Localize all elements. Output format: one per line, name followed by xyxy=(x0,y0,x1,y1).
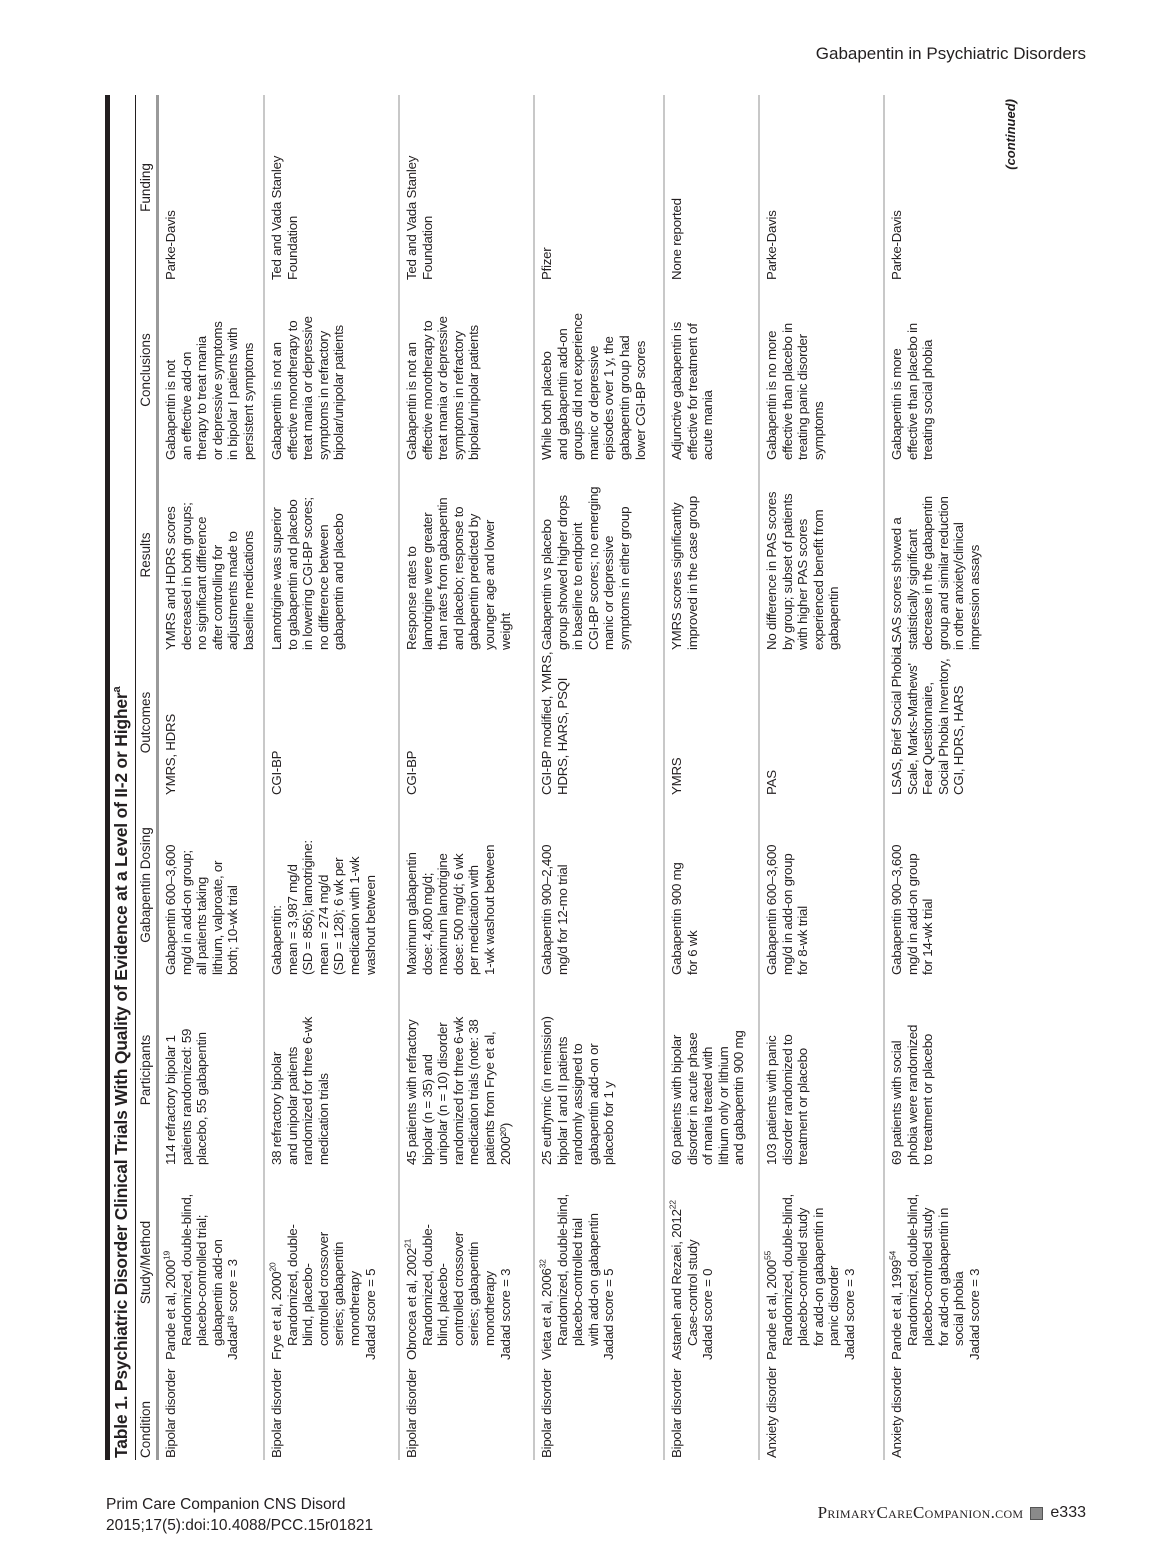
table-row xyxy=(761,95,858,1460)
study-method-cell xyxy=(886,1165,983,1360)
table-top-rule xyxy=(105,95,110,1460)
results-cell: Gabapentin vs placebo group showed higher drops in baseline to endpoint CGI-BP scores; no emerging manic or depressive symptoms in either group xyxy=(539,486,632,650)
row-divider xyxy=(533,95,535,1460)
results-cell: No difference in PAS scores by group; subset of patients with higher PAS scores experienced benefit from gabapentin xyxy=(764,491,842,650)
outcomes-cell: PAS xyxy=(764,770,779,795)
conclusions-cell: Adjunctive gabapentin is effective for treatment of acute mania xyxy=(669,321,716,460)
conclusions-cell: Gabapentin is not an effective add-on therapy to treat mania or depressive symptoms in bipolar I patients with persistent symptoms xyxy=(163,321,256,460)
study-method-cell xyxy=(266,1165,378,1360)
row-divider xyxy=(883,95,885,1460)
continued-note: (continued) xyxy=(1003,99,1018,170)
results-cell: YMRS scores significantly improved in the case group xyxy=(669,496,700,650)
participants-cell: 25 euthymic (in remission) bipolar I and II patients randomly assigned to gabapentin add-on or placebo for 1 y xyxy=(539,1016,617,1165)
square-bullet-icon xyxy=(1030,1507,1043,1520)
gabapentin-dosing-cell: Gabapentin 900 mg for 6 wk xyxy=(669,862,700,975)
row-divider xyxy=(263,95,265,1460)
gabapentin-dosing-cell: Maximum gabapentin dose: 4,800 mg/d; maximum lamotrigine dose: 500 mg/d; 6 wk per medication with 1-wk washout between xyxy=(404,844,497,975)
outcomes-cell: YMRS xyxy=(669,757,684,795)
condition-cell: Anxiety disorder xyxy=(889,1366,904,1458)
study-author: Pande et al, 1999 xyxy=(889,1260,904,1360)
jadad-score: Jadad score = 3 xyxy=(497,1268,513,1360)
participants-cell: 103 patients with panic disorder randomized to treatment or placebo xyxy=(764,1034,811,1165)
condition-cell: Bipolar disorder xyxy=(404,1368,419,1458)
study-author: Vieta et al, 2006 xyxy=(539,1268,554,1360)
conclusions-cell: Gabapentin is more effective than placebo in treating social phobia xyxy=(889,323,936,460)
condition-cell: Anxiety disorder xyxy=(764,1366,779,1458)
study-method-cell xyxy=(761,1165,858,1360)
participants-cell: 38 refractory bipolar and unipolar patients randomized for three 6-wk medication trials xyxy=(269,1016,331,1165)
jadad-score: Jadad¹⁸ score = 3 xyxy=(225,1259,241,1360)
column-header-participants: Participants xyxy=(138,1034,153,1106)
table-row xyxy=(886,95,983,1460)
journal-name: Prim Care Companion CNS Disord xyxy=(106,1496,346,1513)
study-author: Pande et al, 2000 xyxy=(163,1260,178,1360)
outcomes-cell: YMRS, HDRS xyxy=(163,714,178,795)
study-reference xyxy=(163,1251,178,1360)
study-author: Astaneh and Rezaei, 2012 xyxy=(669,1209,684,1360)
reference-number: 55 xyxy=(762,1250,773,1260)
title-footnote-mark: a xyxy=(111,686,124,693)
jadad-score: Jadad score = 5 xyxy=(362,1268,378,1360)
study-reference xyxy=(889,1251,904,1360)
study-author: Frye et al, 2000 xyxy=(269,1271,284,1360)
row-divider xyxy=(758,95,760,1460)
participants-cell: 45 patients with refractory bipolar (n = 35) and unipolar (n = 10) disorder randomized for three 6-wk medication trials (note: 38 patients from Frye et al, 2000²⁰) xyxy=(404,1016,513,1165)
gabapentin-dosing-cell: Gabapentin 600–3,600 mg/d in add-on group for 8-wk trial xyxy=(764,844,811,975)
condition-cell: Bipolar disorder xyxy=(269,1368,284,1458)
funding-cell: Parke-Davis xyxy=(163,210,178,280)
study-reference xyxy=(404,1239,419,1360)
gabapentin-dosing-cell: Gabapentin: mean = 3,987 mg/d (SD = 856); lamotrigine: mean = 274 mg/d (SD = 128); 6 wk per medication with 1-wk washout between xyxy=(269,840,378,975)
reference-number: 54 xyxy=(887,1250,898,1260)
study-reference xyxy=(539,1259,554,1360)
jadad-score: Jadad score = 5 xyxy=(601,1268,617,1360)
row-divider xyxy=(398,95,400,1460)
results-cell: Response rates to lamotrigine were greater than rates from gabapentin and placebo; response to gabapentin predicted by younger age and lower weight xyxy=(404,497,513,650)
condition-cell: Bipolar disorder xyxy=(163,1368,178,1458)
study-reference xyxy=(669,1200,684,1360)
table-row xyxy=(266,95,378,1460)
gabapentin-dosing-cell: Gabapentin 600–3,600 mg/d in add-on group; all patients taking lithium, valproate, or both; 10-wk trial xyxy=(163,844,241,975)
funding-cell: None reported xyxy=(669,198,684,280)
study-method: Randomized, double-blind, placebo-controlled study for add-on gabapentin in social phobia xyxy=(904,1194,967,1346)
jadad-score: Jadad score = 3 xyxy=(841,1268,857,1360)
results-cell: LSAS scores showed a statistically significant decrease in the gabapentin group and similar reduction in other anxiety/clinical impression assays xyxy=(889,496,982,650)
study-method: Randomized, double-blind, placebo-controlled trial; gabapentin add-on xyxy=(178,1194,225,1346)
column-header-condition: Condition xyxy=(138,1400,153,1458)
jadad-score: Jadad score = 0 xyxy=(700,1268,716,1360)
funding-cell: Parke-Davis xyxy=(764,210,779,280)
condition-cell: Bipolar disorder xyxy=(539,1368,554,1458)
participants-cell: 69 patients with social phobia were randomized to treatment or placebo xyxy=(889,1024,936,1165)
participants-cell: 60 patients with bipolar disorder in acute phase of mania treated with lithium only or lithium and gabapentin 900 mg xyxy=(669,1030,747,1165)
table-row xyxy=(666,95,747,1460)
column-header-gabapentin-dosing: Gabapentin Dosing xyxy=(138,827,153,943)
study-method: Randomized, double- blind, placebo- controlled crossover series; gabapentin monotherapy xyxy=(284,1224,362,1346)
conclusions-cell: Gabapentin is not an effective monotherapy to treat mania or depressive symptoms in refractory bipolar/unipolar patients xyxy=(269,316,347,460)
outcomes-cell: LSAS, Brief Social Phobia Scale, Marks-Mathews' Fear Questionnaire, Social Phobia Inventory, CGI, HDRS, HARS xyxy=(889,647,967,795)
footer-right xyxy=(818,1503,1086,1523)
reference-number: 22 xyxy=(667,1200,678,1210)
funding-cell: Ted and Vada Stanley Foundation xyxy=(404,155,435,280)
reference-number: 19 xyxy=(161,1250,172,1260)
study-method: Randomized, double-blind, placebo-controlled trial with add-on gabapentin xyxy=(554,1194,601,1346)
funding-cell: Ted and Vada Stanley Foundation xyxy=(269,155,300,280)
running-head: Gabapentin in Psychiatric Disorders xyxy=(815,44,1086,63)
participants-cell: 114 refractory bipolar 1 patients randomized: 59 placebo, 55 gabapentin xyxy=(163,1028,210,1165)
reference-number: 21 xyxy=(402,1238,413,1248)
doi-citation: 2015;17(5):doi:10.4088/PCC.15r01821 xyxy=(106,1517,374,1534)
study-method: Randomized, double- blind, placebo- controlled crossover series; gabapentin monotherapy xyxy=(419,1224,497,1346)
column-header-conclusions: Conclusions xyxy=(138,333,153,407)
journal-website[interactable]: PrimaryCareCompanion.com xyxy=(817,1503,1024,1522)
funding-cell: Pfizer xyxy=(539,247,554,280)
outcomes-cell: CGI-BP xyxy=(404,750,419,795)
column-header-funding: Funding xyxy=(138,163,153,212)
study-method-cell xyxy=(536,1165,648,1360)
results-cell: Lamotrigine was superior to gabapentin and placebo in lowering CGI-BP scores; no difference between gabapentin and placebo xyxy=(269,497,347,650)
study-method-cell xyxy=(160,1165,257,1360)
study-author: Pande et al, 2000 xyxy=(764,1260,779,1360)
column-header-outcomes: Outcomes xyxy=(138,691,153,754)
study-author: Obrocea et al, 2002 xyxy=(404,1247,419,1360)
reference-number: 20 xyxy=(267,1262,278,1272)
table-row xyxy=(160,95,257,1460)
results-cell: YMRS and HDRS scores decreased in both groups; no significant difference after controlling for adjustments made to baseline medications xyxy=(163,502,256,650)
conclusions-cell: While both placebo and gabapentin add-on groups did not experience manic or depressive episodes over 1 y, the gabapentin group had lower CGI-BP scores xyxy=(539,313,648,460)
conclusions-cell: Gabapentin is no more effective than placebo in treating panic disorder symptoms xyxy=(764,323,826,460)
study-method-cell xyxy=(666,1165,747,1360)
study-method: Randomized, double-blind, placebo-controlled study for add-on gabapentin in panic disorder xyxy=(779,1194,842,1346)
gabapentin-dosing-cell: Gabapentin 900–2,400 mg/d for 12-mo trial xyxy=(539,844,570,975)
jadad-score: Jadad score = 3 xyxy=(966,1268,982,1360)
funding-cell: Parke-Davis xyxy=(889,210,904,280)
page-number: e333 xyxy=(1050,1504,1086,1521)
outcomes-cell: CGI-BP xyxy=(269,750,284,795)
column-header-study-method: Study/Method xyxy=(138,1220,153,1305)
table-row xyxy=(401,95,513,1460)
table-header-row xyxy=(136,95,156,1460)
outcomes-cell: CGI-BP modified, YMRS, HDRS, HARS, PSQI xyxy=(539,651,570,795)
rotated-table xyxy=(105,95,1025,1460)
table-row xyxy=(536,95,648,1460)
condition-cell: Bipolar disorder xyxy=(669,1368,684,1458)
table-title xyxy=(111,687,132,1458)
conclusions-cell: Gabapentin is not an effective monotherapy to treat mania or depressive symptoms in refractory bipolar/unipolar patients xyxy=(404,316,482,460)
row-divider xyxy=(663,95,665,1460)
table-title-text: Table 1. Psychiatric Disorder Clinical Trials With Quality of Evidence at a Level of II-2 or Higher xyxy=(111,692,131,1458)
gabapentin-dosing-cell: Gabapentin 900–3,600 mg/d in add-on group for 14-wk trial xyxy=(889,844,936,975)
footer-citation xyxy=(106,1494,373,1536)
study-reference xyxy=(764,1251,779,1360)
study-method: Case-control study xyxy=(684,1239,700,1346)
study-method-cell xyxy=(401,1165,513,1360)
study-reference xyxy=(269,1263,284,1360)
column-header-results: Results xyxy=(138,532,153,578)
header-bottom-rule xyxy=(156,95,159,1460)
reference-number: 32 xyxy=(537,1259,548,1269)
